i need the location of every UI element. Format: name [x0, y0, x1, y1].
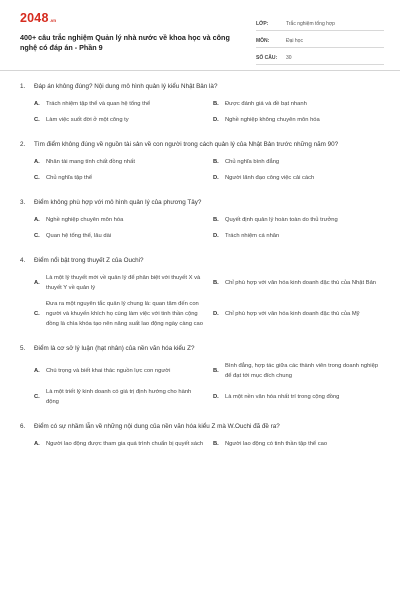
option-row — [34, 115, 384, 125]
meta-row-subject — [256, 31, 384, 48]
answer-option[interactable] — [34, 115, 205, 125]
question-text: Điểm là cơ sở lý luận (hạt nhân) của nền văn hóa kiểu Z? — [34, 345, 195, 352]
option-text: Quyết định quản lý hoàn toàn do thủ trưởng — [225, 217, 338, 223]
option-letter: A. — [34, 101, 40, 107]
option-text: Là một nền văn hóa nhất trí trong cộng đồng — [225, 394, 340, 400]
question-number: 5. — [20, 345, 26, 352]
option-text: Chú trọng và biết khai thác nguồn lực con người — [46, 368, 171, 374]
option-letter: B. — [213, 159, 219, 165]
answer-option[interactable] — [34, 273, 205, 293]
option-text: Bình đẳng, hợp tác giữa các thành viên trong doanh nghiệp để đạt tới mục đích chung — [225, 363, 379, 379]
question-text: Điểm có sự nhầm lẫn về những nội dung của nền văn hóa kiểu Z mà W.Ouchi đã đề ra? — [34, 423, 280, 430]
answer-option[interactable] — [213, 173, 384, 183]
option-letter: A. — [34, 159, 40, 165]
option-row — [34, 361, 384, 381]
meta-label: LỚP: — [256, 21, 269, 27]
option-text: Đưa ra một nguyên tắc quản lý chung là: quan tâm đến con người và khuyến khích họ cùng làm việc với tinh thần cộng đồng là chìa khóa tạo nên năng suất lao động ngày càng cao — [46, 301, 203, 327]
answer-option[interactable] — [213, 157, 384, 167]
option-text: Chỉ phù hợp với văn hóa kinh doanh đặc thù của Nhật Bản — [225, 280, 377, 286]
option-letter: A. — [34, 441, 40, 447]
document-header — [20, 0, 384, 70]
option-letter: D. — [213, 394, 219, 400]
answer-option[interactable] — [34, 361, 205, 381]
question-item — [20, 422, 384, 449]
answer-option[interactable] — [213, 299, 384, 329]
question-heading — [20, 422, 384, 432]
option-text: Chỉ phù hợp với văn hóa kinh doanh đặc thù của Mỹ — [225, 311, 360, 317]
option-letter: C. — [34, 311, 40, 317]
meta-label: SỐ CÂU: — [256, 55, 278, 61]
question-text: Điểm nổi bật trong thuyết Z của Ouchi? — [34, 257, 144, 264]
answer-option[interactable] — [34, 387, 205, 407]
option-row — [34, 173, 384, 183]
option-letter: D. — [213, 117, 219, 123]
option-text: Chủ nghĩa bình đẳng — [225, 159, 280, 165]
answer-option[interactable] — [34, 157, 205, 167]
answer-option[interactable] — [213, 231, 384, 241]
option-row — [34, 299, 384, 329]
option-text: Trách nhiệm cá nhân — [225, 233, 280, 239]
option-letter: D. — [213, 311, 219, 317]
option-letter: A. — [34, 368, 40, 374]
header-left — [20, 12, 238, 70]
option-text: Được đánh giá và đề bạt nhanh — [225, 101, 307, 107]
question-item — [20, 344, 384, 407]
option-letter: A. — [34, 217, 40, 223]
question-item — [20, 82, 384, 125]
meta-value: 30 — [286, 55, 292, 61]
option-row — [34, 231, 384, 241]
document-meta — [256, 14, 384, 70]
answer-option[interactable] — [34, 439, 205, 449]
question-text: Tìm điểm không đúng về nguồn tài sản về con người trong cách quản lý của Nhật Bản trước những năm 90? — [34, 141, 339, 148]
meta-value: Đại học — [286, 38, 303, 44]
option-row — [34, 439, 384, 449]
option-letter: D. — [213, 233, 219, 239]
answer-option[interactable] — [213, 273, 384, 293]
option-text: Trách nhiệm tập thể và quan hệ tổng thể — [46, 101, 151, 107]
answer-option[interactable] — [213, 215, 384, 225]
question-number: 2. — [20, 141, 26, 148]
question-item — [20, 198, 384, 241]
meta-label: MÔN: — [256, 38, 270, 44]
answer-option[interactable] — [213, 99, 384, 109]
answer-option[interactable] — [213, 439, 384, 449]
option-letter: B. — [213, 441, 219, 447]
option-row — [34, 215, 384, 225]
question-number: 4. — [20, 257, 26, 264]
answer-option[interactable] — [213, 387, 384, 407]
option-text: Nhân tài mang tính chất đồng nhất — [46, 159, 135, 165]
answer-option[interactable] — [34, 99, 205, 109]
meta-value: Trắc nghiệm tổng hợp — [286, 21, 335, 27]
option-text: Người lao động có tinh thần tập thể cao — [225, 441, 328, 447]
question-heading — [20, 140, 384, 150]
answer-option[interactable] — [34, 299, 205, 329]
option-letter: C. — [34, 233, 40, 239]
option-letter: B. — [213, 368, 219, 374]
option-text: Người lao động được tham gia quá trình chuẩn bị quyết sách — [46, 441, 204, 447]
question-item — [20, 256, 384, 329]
option-row — [34, 99, 384, 109]
option-letter: C. — [34, 117, 40, 123]
answer-option[interactable] — [213, 361, 384, 381]
question-heading — [20, 256, 384, 266]
option-text: Chủ nghĩa tập thể — [46, 175, 93, 181]
option-text: Người lãnh đạo công việc cải cách — [225, 175, 315, 181]
meta-row-class — [256, 14, 384, 31]
option-text: Là một triết lý kinh doanh có giá trị định hướng cho hành động — [46, 389, 192, 405]
meta-row-question-count — [256, 48, 384, 65]
question-heading — [20, 344, 384, 354]
logo-main-text: 2048 — [20, 11, 49, 25]
question-number: 1. — [20, 83, 26, 90]
option-text: Nghề nghiệp chuyên môn hóa — [46, 217, 124, 223]
option-letter: B. — [213, 217, 219, 223]
answer-option[interactable] — [34, 215, 205, 225]
question-text: Đáp án không đúng? Nội dung mô hình quản lý kiểu Nhật Bản là? — [34, 83, 218, 90]
option-letter: C. — [34, 175, 40, 181]
option-letter: B. — [213, 280, 219, 286]
document-title: 400+ câu trắc nghiệm Quản lý nhà nước về khoa học và công nghệ có đáp án - Phần 9 — [20, 32, 230, 52]
option-text: Làm việc suốt đời ở một công ty — [46, 117, 129, 123]
question-item — [20, 140, 384, 183]
option-letter: D. — [213, 175, 219, 181]
question-heading — [20, 198, 384, 208]
question-text: Điểm không phù hợp với mô hình quản lý của phương Tây? — [34, 199, 202, 206]
question-number: 6. — [20, 423, 26, 430]
option-text: Nghề nghiệp không chuyên môn hóa — [225, 117, 320, 123]
option-letter: C. — [34, 394, 40, 400]
option-text: Quan hệ tổng thể, lâu dài — [46, 233, 112, 239]
question-heading — [20, 82, 384, 92]
option-text: Là một lý thuyết mới về quản lý để phân biệt với thuyết X và thuyết Y về quản lý — [46, 275, 201, 291]
question-number: 3. — [20, 199, 26, 206]
answer-option[interactable] — [34, 173, 205, 183]
option-letter: A. — [34, 280, 40, 286]
question-list — [20, 71, 384, 449]
logo-sub-text: .vn — [49, 18, 57, 23]
answer-option[interactable] — [34, 231, 205, 241]
option-row — [34, 387, 384, 407]
answer-option[interactable] — [213, 115, 384, 125]
option-letter: B. — [213, 101, 219, 107]
option-row — [34, 273, 384, 293]
site-logo[interactable] — [20, 12, 238, 25]
option-row — [34, 157, 384, 167]
